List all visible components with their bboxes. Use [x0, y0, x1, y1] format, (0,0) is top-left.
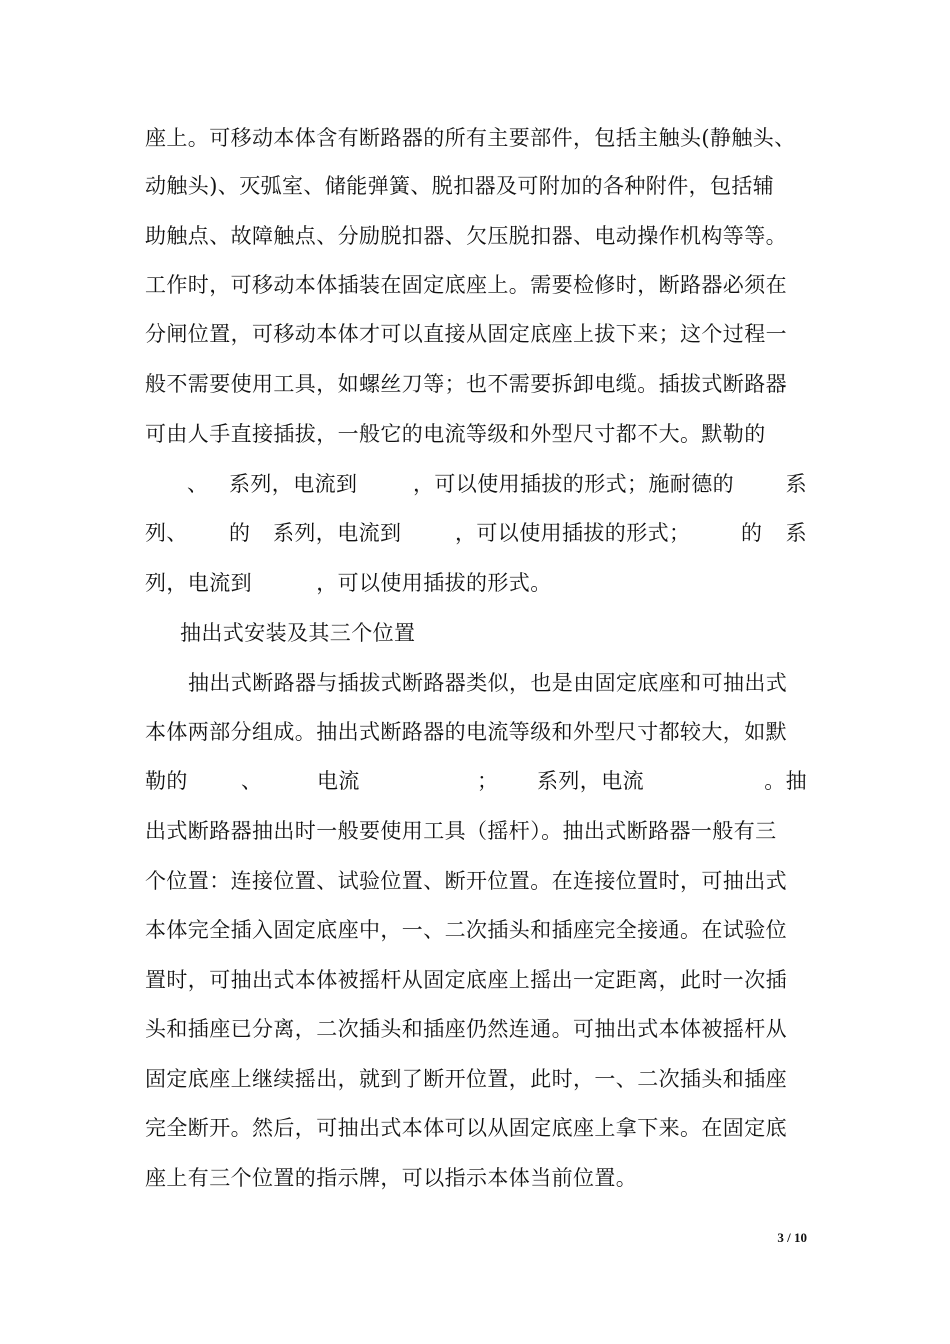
text-line: 分闸位置，可移动本体才可以直接从固定底座上拔下来；这个过程一 — [145, 322, 787, 346]
text-line: 工作时，可移动本体插装在固定底座上。需要检修时，断路器必须在 — [145, 273, 787, 297]
text-line: 个位置：连接位置、试验位置、断开位置。在连接位置时，可抽出式 — [145, 869, 787, 893]
text-fragment: 系列，电流到 — [229, 472, 358, 496]
text-line-with-gaps — [145, 464, 807, 504]
text-fragment: ，可以使用插拔的形式；施耐德的 — [413, 472, 734, 496]
text-line — [145, 118, 807, 158]
text-fragment: ； — [477, 769, 499, 793]
text-line: 列，电流到 ，可以使用插拔的形式。 — [145, 571, 552, 595]
text-line: 助触点、故障触点、分励脱扣器、欠压脱扣器、电动操作机构等等。 — [145, 224, 787, 248]
text-line: 置时，可抽出式本体被摇杆从固定底座上摇出一定距离，此时一次插 — [145, 968, 787, 992]
text-line-with-gaps — [145, 761, 807, 801]
text-fragment: 的 — [741, 521, 763, 545]
text-line-with-gaps — [145, 513, 807, 553]
text-fragment: ，可以使用插拔的形式； — [455, 521, 691, 545]
text-line: 完全断开。然后，可抽出式本体可以从固定底座上拿下来。在固定底 — [145, 1116, 787, 1140]
text-fragment: 电流 — [317, 769, 360, 793]
page-number: 3 / 10 — [777, 1230, 807, 1245]
text-line: 座上有三个位置的指示牌，可以指示本体当前位置。 — [145, 1166, 638, 1190]
text-fragment: 勒的 — [145, 769, 188, 793]
text-line: 头和插座已分离，二次插头和插座仍然连通。可抽出式本体被摇杆从 — [145, 1017, 787, 1041]
text-fragment: 。抽 — [764, 769, 807, 793]
text-fragment: 的 — [229, 521, 251, 545]
text-line: 动触头)、灭弧室、储能弹簧、脱扣器及可附加的各种附件，包括辅 — [145, 174, 775, 198]
text-fragment: 系 — [785, 472, 807, 496]
text-line: 般不需要使用工具，如螺丝刀等；也不需要拆卸电缆。插拔式断路器 — [145, 372, 787, 396]
text-fragment: 系列，电流 — [537, 769, 644, 793]
text-line: 固定底座上继续摇出，就到了断开位置，此时，一、二次插头和插座 — [145, 1067, 787, 1091]
text-fragment: 系 — [785, 521, 807, 545]
text-line: 可由人手直接插拔，一般它的电流等级和外型尺寸都不大。默勒的 — [145, 422, 766, 446]
line-text: 座上。可移动本体含有断路器的所有主要部件，包括主触头(静触头、 — [145, 126, 796, 150]
section-heading: 抽出式安装及其三个位置 — [180, 621, 416, 645]
text-line: 本体两部分组成。抽出式断路器的电流等级和外型尺寸都较大，如默 — [145, 720, 787, 744]
text-fragment: 列、 — [145, 521, 188, 545]
text-fragment: 、 — [187, 472, 209, 496]
text-fragment: 系列，电流到 — [273, 521, 402, 545]
text-fragment: 、 — [241, 769, 263, 793]
text-line: 本体完全插入固定底座中，一、二次插头和插座完全接通。在试验位 — [145, 918, 787, 942]
text-line: 抽出式断路器与插拔式断路器类似，也是由固定底座和可抽出式 — [188, 671, 788, 695]
text-line: 出式断路器抽出时一般要使用工具（摇杆）。抽出式断路器一般有三 — [145, 819, 777, 843]
